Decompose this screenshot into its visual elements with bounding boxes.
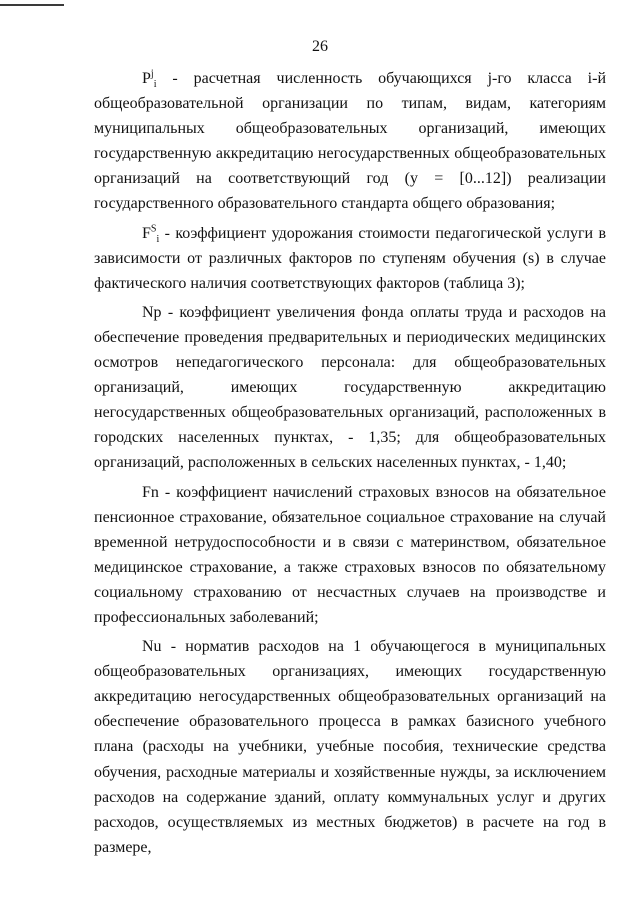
page-number: 26 — [312, 38, 328, 55]
definition-paragraph-np — [94, 300, 606, 476]
definition-text: - коэффициент увеличения фонда оплаты труда и расходов на обеспечение проведения предварительных и периодических медицинских осмотров непедагогического персонала: для общеобразовательных организаций, имеющих государственную аккредитацию негосударственных общеобразовательных организаций, расположенных в городских населенных пунктах, - 1,35; для общеобразовательных организаций, расположенных в сельских населенных пунктах, - 1,40; — [94, 303, 606, 472]
symbol-np: Np — [142, 303, 162, 321]
symbol-fis: $F^S_i$ — [142, 223, 160, 245]
symbol-pij: $P^j_i$ — [142, 68, 157, 91]
body-text — [94, 66, 606, 860]
definition-paragraph-pij — [94, 66, 606, 217]
definition-text: - коэффициент удорожания стоимости педагогической услуги в зависимости от различных факторов по ступеням обучения (s) в случае фактического наличия соответствующих факторов (таблица 3); — [94, 224, 606, 292]
definition-paragraph-fis — [94, 221, 606, 296]
definition-text: - коэффициент начислений страховых взносов на обязательное пенсионное страхование, обязательное социальное страхование на случай временной нетрудоспособности и в связи с материнством, обязательное медицинское страхование, а также страховых взносов по обязательному социальному страхованию от несчастных случаев на производстве и профессиональных заболеваний; — [94, 483, 606, 626]
definition-text: - расчетная численность обучающихся j-го класса i-й общеобразовательной организации по типам, видам, категориям муниципальных общеобразовательных организаций, имеющих государственную аккредитацию негосударственных общеобразовательных организаций на соответствующий год (у = [0...12]) реализации государственного образовательного стандарта общего образования; — [94, 70, 606, 213]
definition-paragraph-nu — [94, 634, 606, 860]
definition-paragraph-fn — [94, 480, 606, 631]
symbol-nu: Nu — [142, 638, 162, 656]
symbol-fn: Fn — [142, 483, 159, 501]
scan-edge-line — [0, 4, 64, 6]
definition-text: - норматив расходов на 1 обучающегося в муниципальных общеобразовательных организациях, имеющих государственную аккредитацию негосударственных общеобразовательных организаций на обеспечение образовательного процесса в рамках базисного учебного плана (расходы на учебники, учебные пособия, технические средства обучения, расходные материалы и хозяйственные нужды, за исключением расходов на содержание зданий, оплату коммунальных услуг и других расходов, осуществляемых из местных бюджетов) в расчете на год в размере, — [94, 638, 606, 856]
